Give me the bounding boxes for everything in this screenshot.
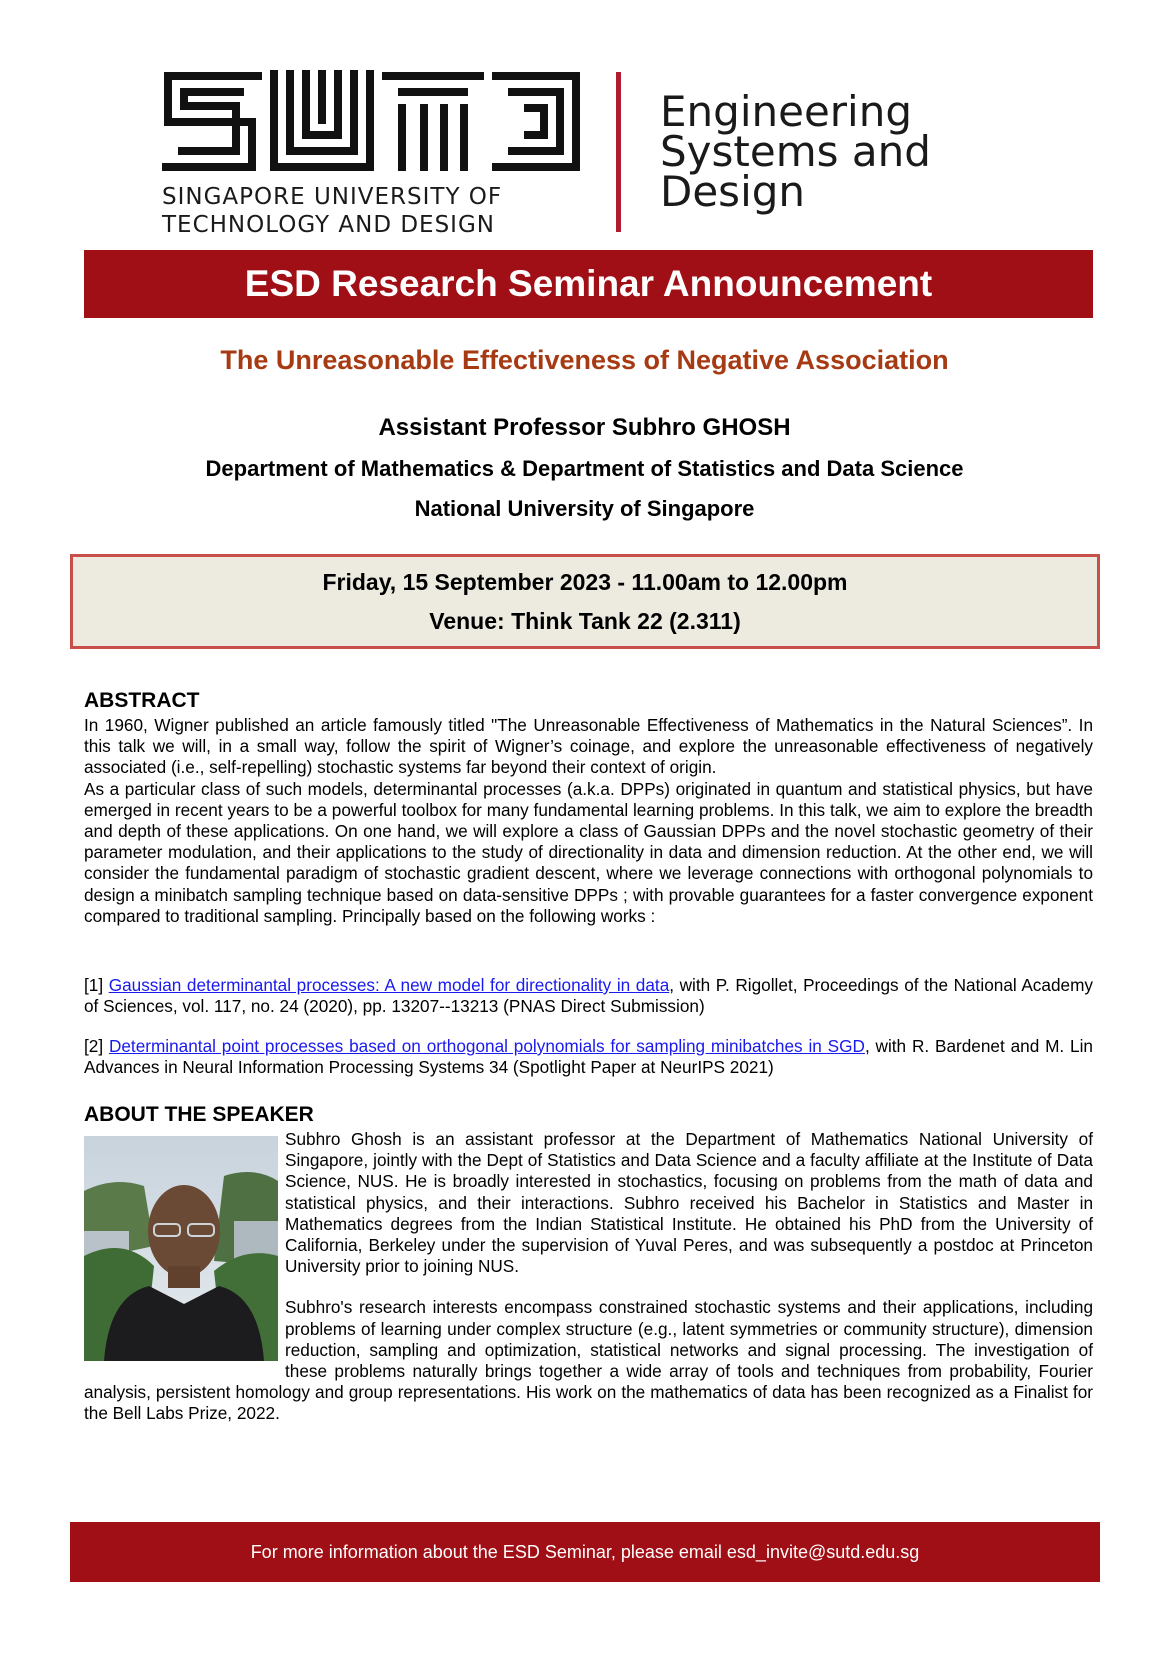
sutd-logo	[162, 70, 582, 175]
event-venue: Venue: Think Tank 22 (2.311)	[429, 608, 741, 634]
photo-spacer	[84, 1129, 285, 1365]
abstract-heading: ABSTRACT	[84, 689, 200, 712]
event-details-box	[70, 554, 1100, 649]
pillar-line1: Engineering	[660, 87, 912, 136]
contact-footer: For more information about the ESD Seminar, please email esd_invite@sutd.edu.sg	[70, 1522, 1100, 1582]
pillar-line3: Design	[660, 167, 806, 216]
reference-details: , with P. Rigollet, Proceedings of the National Academy of Sciences, vol. 117, no. 24 (2020), pp. 13207--13213 (PNAS Direct Submission)	[84, 975, 1093, 1017]
pillar-line2: Systems and	[660, 127, 931, 176]
university-name	[162, 183, 582, 239]
speaker-bio	[84, 1129, 1093, 1425]
reference-details: , with R. Bardenet and M. Lin Advances in Neural Information Processing Systems 34 (Spotlight Paper at NeurIPS 2021)	[84, 1036, 1093, 1078]
university-name-line1: SINGAPORE UNIVERSITY OF	[162, 184, 503, 210]
speaker-organization: National University of Singapore	[414, 496, 755, 521]
reference-link[interactable]: Determinantal point processes based on orthogonal polynomials for sampling minibatches in SGD	[108, 1036, 865, 1056]
reference-number: [2]	[84, 1036, 104, 1056]
bio-paragraph: Subhro's research interests encompass constrained stochastic systems and their applications, including problems of learning under complex structure (e.g., latent symmetries or community structure), dimension reduction, sampling and optimization, statistical networks and signal processing. The investigation of these problems naturally brings together a wide array of tools and techniques from probability, Fourier analysis, persistent homology and group representations. His work on the mathematics of data has been recognized as a Finalist for the Bell Labs Prize, 2022.	[84, 1297, 1093, 1424]
bio-paragraph: Subhro Ghosh is an assistant professor at the Department of Mathematics National University of Singapore, jointly with the Dept of Statistics and Data Science and a faculty affiliate at the Institute of Data Science, NUS. He is broadly interested in stochastics, focusing on problems from the math of data and statistical physics, and their interactions. Subhro received his Bachelor in Statistics and Master in Mathematics degrees from the Indian Statistical Institute. He obtained his PhD from the University of California, Berkeley under the supervision of Yuval Peres, and was subsequently a postdoc at Princeton University prior to joining NUS.	[285, 1129, 1093, 1277]
reference-number: [1]	[84, 975, 104, 995]
speaker-department: Department of Mathematics & Department of Statistics and Data Science	[205, 456, 964, 481]
talk-title: The Unreasonable Effectiveness of Negative Association	[220, 345, 949, 375]
reference-1	[84, 975, 1093, 1017]
reference-2	[84, 1036, 1093, 1078]
event-datetime: Friday, 15 September 2023 - 11.00am to 12.00pm	[322, 569, 848, 595]
about-speaker-heading: ABOUT THE SPEAKER	[84, 1103, 314, 1126]
abstract-paragraph: In 1960, Wigner published an article famously titled "The Unreasonable Effectiveness of Mathematics in the Natural Sciences”. In this talk we will, in a small way, follow the spirit of Wigner’s coinage, and explore the unreasonable effectiveness of negatively associated (i.e., self-repelling) stochastic systems far beyond their context of origin.	[84, 715, 1093, 778]
reference-link[interactable]: Gaussian determinantal processes: A new model for directionality in data	[108, 975, 670, 995]
announcement-banner: ESD Research Seminar Announcement	[84, 250, 1093, 318]
header-divider	[616, 72, 621, 232]
abstract-body	[84, 715, 1093, 927]
speaker-name: Assistant Professor Subhro GHOSH	[378, 414, 791, 441]
university-name-line2: TECHNOLOGY AND DESIGN	[162, 212, 495, 238]
pillar-name	[660, 87, 1000, 216]
abstract-paragraph: As a particular class of such models, determinantal processes (a.k.a. DPPs) originated in quantum and statistical physics, but have emerged in recent years to be a powerful toolbox for many fundamental learning problems. In this talk, we aim to explore the breadth and depth of these applications. On one hand, we will explore a class of Gaussian DPPs and the novel stochastic geometry of their parameter modulation, and their applications to the study of directionality in data and dimension reduction. At the other end, we will consider the fundamental paradigm of stochastic gradient descent, where we leverage connections with orthogonal polynomials to design a minibatch sampling technique based on data-sensitive DPPs ; with provable guarantees for a faster convergence exponent compared to traditional sampling. Principally based on the following works :	[84, 778, 1093, 926]
